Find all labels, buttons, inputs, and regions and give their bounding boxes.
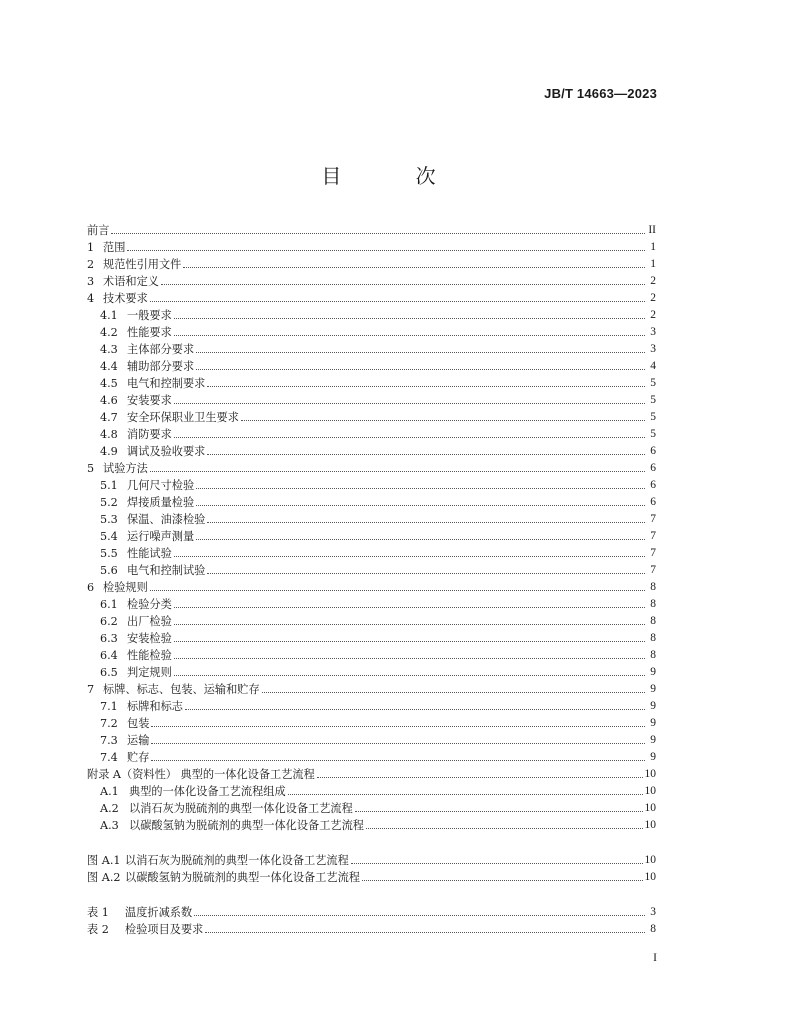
toc-entry-page: 3 [650,906,656,918]
toc-entry-label: 辅助部分要求 [127,360,195,373]
toc-entry-label: 规范性引用文件 [103,258,182,271]
dot-leader [150,470,645,472]
toc-entry-number: A.3 [100,819,119,832]
toc-entry[interactable] [87,290,656,307]
toc-entry[interactable] [87,681,656,698]
dot-leader [362,879,643,881]
toc-entry[interactable] [87,904,656,921]
toc-entry-number: 4.1 [100,309,118,322]
toc-entry-number: 表 1 [87,906,109,919]
toc-entry[interactable] [87,545,656,562]
toc-entry[interactable] [87,341,656,358]
toc-entry-label: 以消石灰为脱硫剂的典型一体化设备工艺流程 [125,854,349,867]
toc-entry-number: 7.3 [100,734,118,747]
dot-leader [241,419,645,421]
toc-entry[interactable] [87,800,656,817]
toc-entry-number: 4.4 [100,360,118,373]
toc-entry-page: 1 [650,258,656,270]
toc-entry-page: 5 [650,394,656,406]
dot-leader [355,810,643,812]
toc-entry[interactable] [87,783,656,800]
dot-leader [196,351,645,353]
dot-leader [207,521,645,523]
toc-entry-label: 一般要求 [127,309,172,322]
toc-entry[interactable] [87,698,656,715]
toc-entry-label: 标牌和标志 [127,700,183,713]
toc-entry[interactable] [87,732,656,749]
toc-entry[interactable] [87,715,656,732]
toc-entry-number: 5.1 [100,479,118,492]
toc-entry-number: 4.6 [100,394,118,407]
toc-entry-number: 7.2 [100,717,118,730]
toc-entry-label: 附录 A（资料性） 典型的一体化设备工艺流程 [87,768,315,781]
toc-entry-label: 以碳酸氢钠为脱硫剂的典型一体化设备工艺流程 [125,871,360,884]
dot-leader [196,538,645,540]
toc-entry-page: 4 [650,360,656,372]
page-title: 目 次 [321,164,470,188]
dot-leader [174,436,645,438]
dot-leader [174,402,645,404]
dot-leader [174,657,645,659]
toc-entry[interactable] [87,324,656,341]
toc-entry[interactable] [87,426,656,443]
dot-leader [207,385,645,387]
toc-entry-page: 9 [650,683,656,695]
toc-entry-label: 以消石灰为脱硫剂的典型一体化设备工艺流程 [129,802,353,815]
toc-entry[interactable] [87,239,656,256]
toc-entry-page: 2 [650,309,656,321]
toc-entry[interactable] [87,664,656,681]
toc-entry-label: 贮存 [127,751,150,764]
toc-entry-number: 7.1 [100,700,118,713]
toc-entry-number: 3 [87,275,95,288]
toc-entry-page: 8 [650,923,656,935]
toc-entry-label: 保温、油漆检验 [127,513,206,526]
toc-entry-number: A.2 [100,802,119,815]
dot-leader [174,317,645,319]
toc-entry-label: 范围 [103,241,126,254]
dot-leader [351,862,643,864]
toc-entry-number: 2 [87,258,95,271]
toc-entry-number: 6.3 [100,632,118,645]
toc-entry[interactable] [87,579,656,596]
standard-code: JB/T 14663—2023 [544,86,657,101]
dot-leader [161,283,645,285]
toc-entry-page: 9 [650,717,656,729]
toc-entry-label: 温度折减系数 [125,906,193,919]
toc-entry-label: 典型的一体化设备工艺流程组成 [129,785,286,798]
toc-entry-label: 主体部分要求 [127,343,195,356]
toc-entries [87,222,656,834]
toc-entry-page: 8 [650,632,656,644]
dot-leader [288,793,643,795]
toc-entry-page: 9 [650,666,656,678]
toc-entry-label: 安装检验 [127,632,172,645]
toc-entry[interactable] [87,749,656,766]
dot-leader [207,453,645,455]
toc-entry[interactable] [87,869,656,886]
toc-entry-number: 图 A.2 [87,871,121,884]
toc-entry-page: 6 [650,462,656,474]
toc-entry-number: A.1 [100,785,119,798]
toc-entry-number: 7 [87,683,95,696]
toc-entry-page: 10 [644,854,656,866]
toc-entry-label: 技术要求 [103,292,148,305]
dot-leader [127,249,645,251]
toc-entry-page: 5 [650,411,656,423]
toc-entry[interactable] [87,562,656,579]
toc-entry-number: 7.4 [100,751,118,764]
toc-entry[interactable] [87,460,656,477]
toc-entry-label: 包装 [127,717,150,730]
dot-leader [150,300,645,302]
toc-entry[interactable] [87,630,656,647]
toc-entry-number: 5.4 [100,530,118,543]
toc-entry[interactable] [87,921,656,938]
toc-entry-page: 10 [644,871,656,883]
toc-entry-label: 出厂检验 [127,615,172,628]
toc-entry-page: 9 [650,734,656,746]
toc-entry-number: 4.5 [100,377,118,390]
toc-entry-label: 调试及验收要求 [127,445,206,458]
dot-leader [151,742,645,744]
spacer [87,886,656,904]
dot-leader [111,232,645,234]
toc-entry-label: 检验规则 [103,581,148,594]
toc-entry-page: 6 [650,445,656,457]
dot-leader [194,914,645,916]
toc-entry[interactable] [87,511,656,528]
toc-entry-page: 9 [650,700,656,712]
toc-entry[interactable] [87,494,656,511]
toc-entry-page: 7 [650,564,656,576]
toc-entry-label: 检验分类 [127,598,172,611]
toc-entry[interactable] [87,528,656,545]
dot-leader [151,725,645,727]
toc-entry-page: 10 [644,785,656,797]
toc-entry[interactable] [87,647,656,664]
toc-entry-label: 判定规则 [127,666,172,679]
toc-entry[interactable] [87,817,656,834]
toc-entry-number: 6.2 [100,615,118,628]
toc-entry-number: 4.3 [100,343,118,356]
toc-entry-number: 4.2 [100,326,118,339]
toc-entry-number: 5.2 [100,496,118,509]
toc-entry-label: 以碳酸氢钠为脱硫剂的典型一体化设备工艺流程 [129,819,364,832]
toc-entry-page: 6 [650,479,656,491]
spacer [87,834,656,852]
toc-entry-number: 4 [87,292,95,305]
toc-entry[interactable] [87,222,656,239]
toc-entry-label: 安全环保职业卫生要求 [127,411,239,424]
toc-entry-page: 2 [650,275,656,287]
toc-entry-label: 试验方法 [103,462,148,475]
toc-entry-page: 2 [650,292,656,304]
toc-entry[interactable] [87,613,656,630]
toc-entry-page: 8 [650,615,656,627]
toc-entry-page: 5 [650,377,656,389]
toc-entry[interactable] [87,477,656,494]
toc-entry-number: 4.9 [100,445,118,458]
toc-entry-number: 5.6 [100,564,118,577]
toc-entry-label: 性能要求 [127,326,172,339]
toc-entry-number: 5.5 [100,547,118,560]
toc-entry-number: 5 [87,462,95,475]
toc-entry[interactable] [87,596,656,613]
figure-list [87,852,656,886]
dot-leader [174,623,645,625]
toc-entry-page: 6 [650,496,656,508]
toc-entry[interactable] [87,409,656,426]
dot-leader [207,572,645,574]
toc-entry-page: 1 [650,241,656,253]
toc-entry-page: 3 [650,343,656,355]
toc-entry[interactable] [87,852,656,869]
toc-entry-label: 术语和定义 [103,275,159,288]
toc-entry-page: 9 [650,751,656,763]
toc-entry-number: 4.7 [100,411,118,424]
toc-entry-label: 几何尺寸检验 [127,479,195,492]
dot-leader [174,606,645,608]
toc-entry-label: 前言 [87,224,110,237]
dot-leader [150,589,645,591]
page-number: I [653,952,657,964]
dot-leader [174,674,645,676]
toc-entry-page: 7 [650,513,656,525]
dot-leader [174,640,645,642]
toc-entry-label: 运行噪声测量 [127,530,195,543]
dot-leader [174,334,645,336]
toc-entry-number: 6.1 [100,598,118,611]
dot-leader [185,708,645,710]
toc-entry-number: 6.4 [100,649,118,662]
dot-leader [196,504,645,506]
toc-entry-number: 1 [87,241,95,254]
toc-entry-label: 焊接质量检验 [127,496,195,509]
toc-entry-page: 8 [650,598,656,610]
toc-entry[interactable] [87,256,656,273]
toc-entry-number: 6 [87,581,95,594]
toc-entry[interactable] [87,375,656,392]
dot-leader [317,776,643,778]
toc-entry-label: 标牌、标志、包装、运输和贮存 [103,683,260,696]
toc-entry[interactable] [87,392,656,409]
toc-entry[interactable] [87,358,656,375]
toc-entry[interactable] [87,443,656,460]
toc-entry-page: 7 [650,547,656,559]
dot-leader [196,368,645,370]
dot-leader [151,759,645,761]
toc-entry-label: 性能检验 [127,649,172,662]
toc-entry-number: 图 A.1 [87,854,121,867]
toc-entry-page: 3 [650,326,656,338]
toc-entry-label: 电气和控制试验 [127,564,206,577]
dot-leader [366,827,643,829]
toc-entry-page: II [648,224,656,236]
toc-entry-page: 5 [650,428,656,440]
toc-entry-page: 10 [644,768,656,780]
toc-entry[interactable] [87,307,656,324]
toc-entry-label: 消防要求 [127,428,172,441]
toc-entry-number: 表 2 [87,923,109,936]
toc-entry-page: 7 [650,530,656,542]
toc-entry-label: 安装要求 [127,394,172,407]
toc-entry-page: 8 [650,581,656,593]
toc-entry-number: 4.8 [100,428,118,441]
table-of-contents [87,222,656,938]
dot-leader [262,691,645,693]
toc-entry-label: 检验项目及要求 [125,923,204,936]
toc-entry-number: 5.3 [100,513,118,526]
toc-entry-label: 电气和控制要求 [127,377,206,390]
dot-leader [183,266,645,268]
dot-leader [174,555,645,557]
table-list [87,904,656,938]
toc-entry[interactable] [87,766,656,783]
toc-entry-page: 10 [644,819,656,831]
toc-entry-page: 10 [644,802,656,814]
dot-leader [196,487,645,489]
toc-entry[interactable] [87,273,656,290]
toc-entry-label: 运输 [127,734,150,747]
toc-entry-label: 性能试验 [127,547,172,560]
toc-entry-page: 8 [650,649,656,661]
dot-leader [205,931,645,933]
toc-entry-number: 6.5 [100,666,118,679]
